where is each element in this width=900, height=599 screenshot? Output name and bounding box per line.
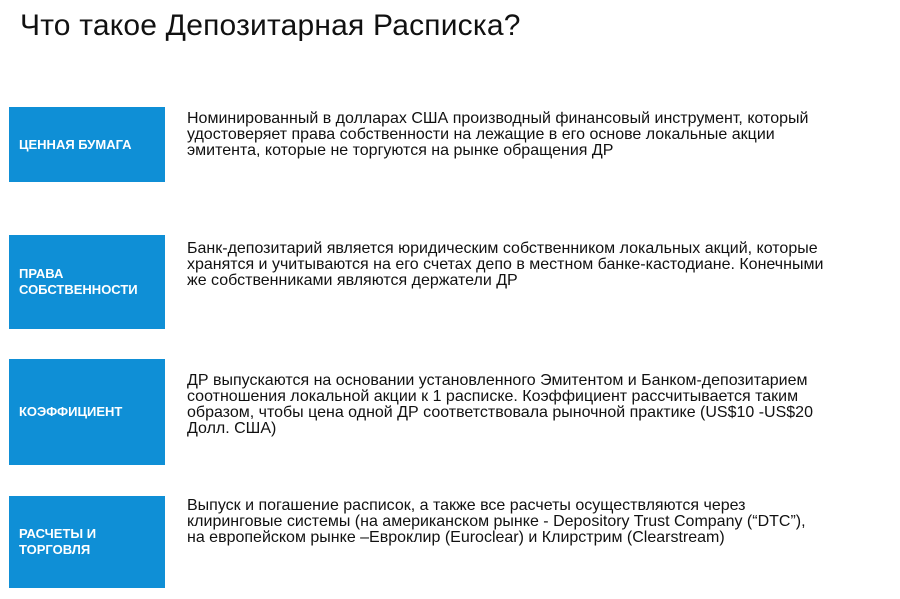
label-box-ownership	[9, 235, 165, 329]
label-security: ЦЕННАЯ БУМАГА	[19, 136, 132, 152]
label-box-security	[9, 107, 165, 182]
label-settlement: РАСЧЕТЫ И ТОРГОВЛЯ	[19, 526, 97, 557]
label-ownership: ПРАВА СОБСТВЕННОСТИ	[19, 266, 138, 297]
label-ratio: КОЭФФИЦИЕНТ	[19, 404, 123, 419]
label-box-settlement	[9, 496, 165, 588]
description-security: Номинированный в долларах США производный финансовый инструмент, который удостоверяет права собственности на лежащие в его основе локальные акции эмитента, которые не торгуются на рынке обращения ДР	[187, 110, 809, 159]
page-title: Что такое Депозитарная Расписка?	[20, 9, 521, 42]
label-box-ratio	[9, 359, 165, 465]
description-ownership: Банк-депозитарий является юридическим собственником локальных акций, которые хранятся и учитываются на его счетах депо в местном банке-кастодиане. Конечными же собственниками являются держатели ДР	[187, 240, 824, 289]
description-ratio: ДР выпускаются на основании установленного Эмитентом и Банком-депозитарием соотношения локальной акции к 1 расписке. Коэффициент рассчитывается таким образом, чтобы цена одной ДР соответствовала рыночной практике (US$10 -US$20 Долл. США)	[187, 372, 813, 437]
description-settlement: Выпуск и погашение расписок, а также все расчеты осуществляются через клиринговые системы (на американском рынке - Depository Trust Company (“DTC”), на европейском рынке –Евроклир (Euroclear) и Клирстрим (Clearstream)	[187, 497, 806, 546]
